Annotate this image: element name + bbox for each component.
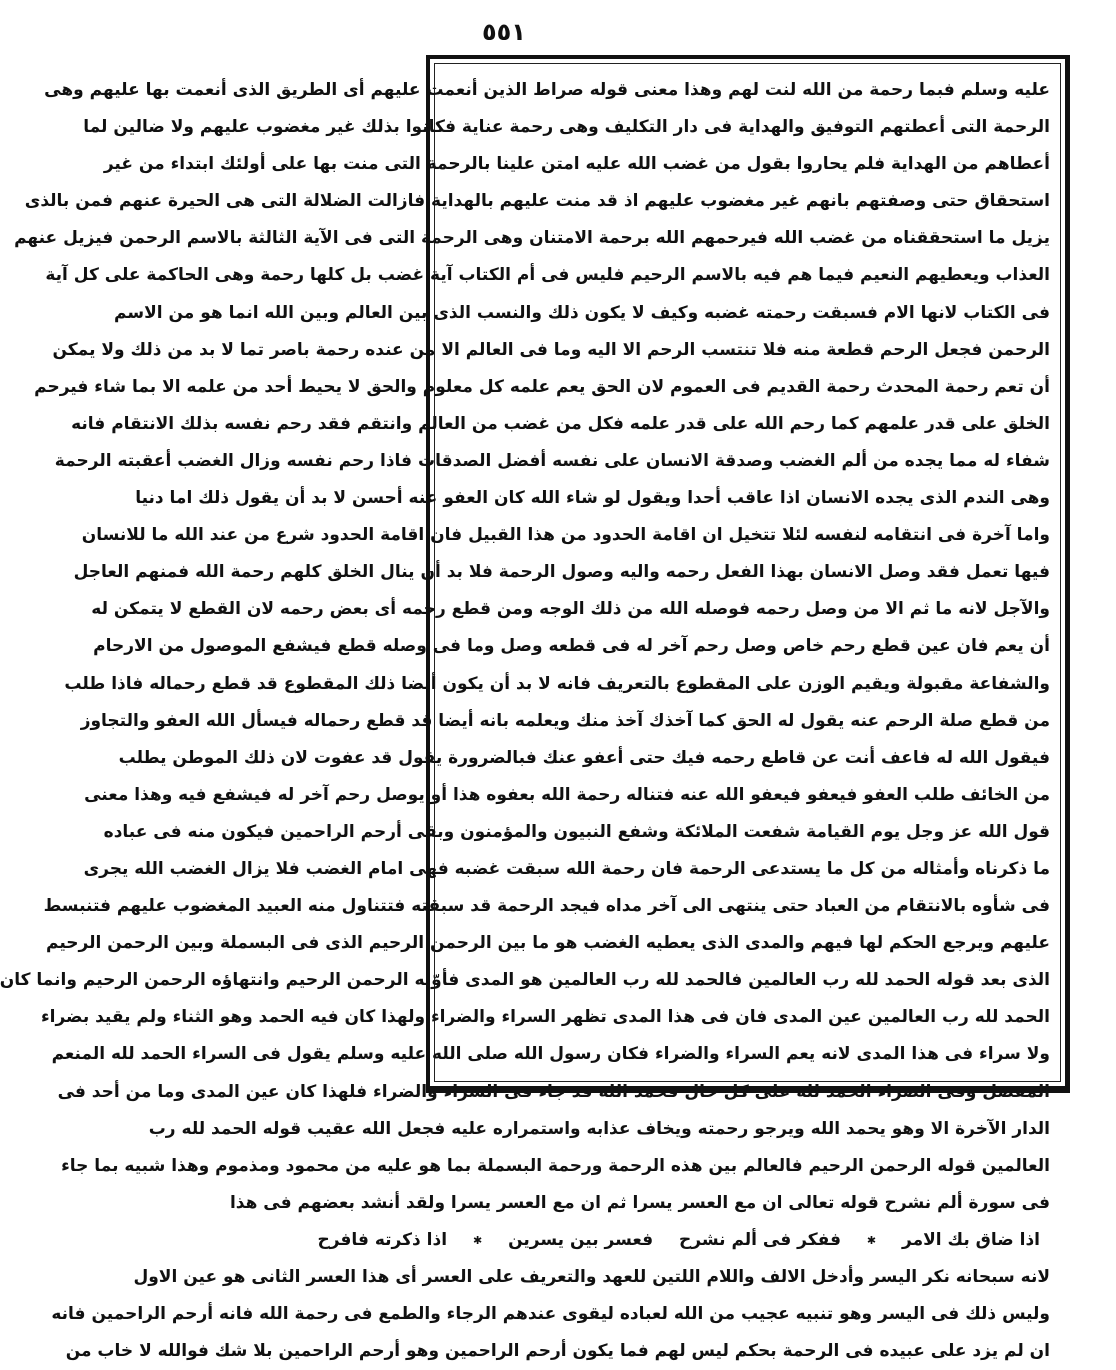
- text-line: أن تعم رحمة المحدث رحمة القديم فى العموم لان الحق يعم علمه كل معلوم والحق لا يحيط أحد من علمه الا بما شاء فيرحم: [34, 376, 1050, 397]
- page-frame: [0, 55, 1070, 1362]
- text-line: من الخائف طلب العفو فيعفو فيعفو الله عنه فتناله رحمة الله بعفوه هذا أو يوصل رحم آخر له فيشفع فيه وهذا معنى: [84, 784, 1050, 805]
- poetry-verse: [317, 1222, 1050, 1259]
- text-line: فى الكتاب لانها الام فسبقت رحمته غضبه وكيف لا يكون ذلك والنسب الذى بين العالم وبين الله انما هو من الاسم: [114, 302, 1050, 323]
- text-line: ما ذكرناه وأمثاله من كل ما يستدعى الرحمة فان رحمة الله سبقت غضبه فهى امام الغضب فلا يزال الغضب الله يجرى: [83, 858, 1050, 879]
- text-line: فى شأوه بالانتقام من العباد حتى ينتهى الى آخر مداه فيجد الرحمة قد سبقته فتتناول منه العبيد المغضوب عليهم فتنبسط: [43, 896, 1050, 917]
- verse-hemistich: فعسر بين يسرين: [508, 1230, 654, 1251]
- text-line: العالمين قوله الرحمن الرحيم فالعالم بين هذه الرحمة ورحمة البسملة بما هو عليه من محمود ومذموم وهذا شبيه بما جاء: [61, 1155, 1050, 1176]
- text-line: المفضل وفى الضراء الحمد لله على كل حال فحمد الله قد جاء فى السراء والضراء فلهذا كان عين المدى وما من أحد فى: [57, 1081, 1050, 1102]
- text-line: وليس ذلك فى اليسر وهو تنبيه عجيب من الله لعباده ليقوى عندهم الرجاء والطمع فى رحمة الله فانه أرحم الراحمين فانه: [51, 1304, 1050, 1325]
- page-number: ٥٥١: [482, 18, 526, 46]
- text-line: شفاء له مما يجده من ألم الغضب وصدقة الانسان على نفسه أفضل الصدقات فاذا رحم نفسه وزال الغضب أعقبته الرحمة: [54, 450, 1050, 471]
- text-line: ولا سراء فى هذا المدى لانه يعم السراء والضراء فكان رسول الله صلى الله عليه وسلم يقول فى السراء الحمد لله المنعم: [51, 1044, 1050, 1065]
- text-line: الذى بعد قوله الحمد لله رب العالمين فالحمد لله رب العالمين هو المدى فأوّله الرحمن الرحيم وانتهاؤه الرحمن الرحيم وانما كان: [0, 970, 1050, 991]
- text-line: يزيل ما استحققناه من غضب الله فيرحمهم الله برحمة الامتنان وهى الرحمة التى فى الآية الثالثة بالاسم الرحمن فيزيل عنهم: [14, 228, 1050, 249]
- text-line: فيها تعمل فقد وصل الانسان بهذا الفعل رحمه واليه وصول الرحمة فلا بد أن ينال الخلق كلهم رحمة الله فمنهم العاجل: [73, 562, 1050, 583]
- text-line: فى سورة ألم نشرح قوله تعالى ان مع العسر يسرا ثم ان مع العسر يسرا ولقد أنشد بعضهم فى هذا: [229, 1192, 1050, 1213]
- text-line: قول الله عز وجل يوم القيامة شفعت الملائكة وشفع النبيون والمؤمنون وبقى أرحم الراحمين فيكون منه فى عباده: [103, 821, 1050, 842]
- verse-separator-icon: ✱: [472, 1233, 483, 1247]
- page-frame-inner-rule: [0, 63, 1061, 1362]
- text-line: العذاب ويعطيهم النعيم فيما هم فيه بالاسم الرحيم فليس فى أم الكتاب آية غضب بل كلها رحمة وهى الحاكمة على كل آية: [45, 265, 1050, 286]
- verse-separator-icon: ✱: [866, 1233, 877, 1247]
- text-line: والآجل لانه ما ثم الا من وصل رحمه فوصله الله من ذلك الوجه ومن قطع رحمه أى بعض رحمه لان القطع لا يتمكن له: [91, 599, 1050, 620]
- text-line: الخلق على قدر علمهم كما رحم الله على قدر علمه فكل من غضب من العالم وانتقم فقد رحم نفسه بذلك الانتقام فانه: [71, 413, 1050, 434]
- text-line: والشفاعة مقبولة ويقيم الوزن على المقطوع بالتعريف فانه لا بد أن يكون أيضا ذلك المقطوع قد قطع رحماله فاذا طلب: [64, 673, 1050, 694]
- text-line: الرحمة التى أعطتهم التوفيق والهداية فى دار التكليف وهى رحمة عناية فكانوا بذلك غير مغضوب عليهم ولا ضالين لما: [83, 117, 1050, 138]
- text-line: فيقول الله له فاعف أنت عن قاطع رحمه فيك حتى أعفو عنك فبالضرورة يقول قد عفوت لان ذلك الموطن يطلب: [118, 747, 1050, 768]
- text-line: وهى الندم الذى يجده الانسان اذا عاقب أحدا ويقول لو شاء الله كان العفو عنه أحسن لا بد أن يقول ذلك اما دنيا: [135, 488, 1050, 509]
- verse-hemistich: اذا ضاق بك الامر: [902, 1230, 1040, 1251]
- verse-hemistich: ففكر فى ألم نشرح: [679, 1230, 841, 1251]
- text-line: عليهم ويرجع الحكم لها فيهم والمدى الذى يعطيه الغضب هو ما بين الرحمن الرحيم الذى فى البسملة وبين الرحمن الرحيم: [46, 933, 1050, 954]
- text-line: استحقاق حتى وصفتهم بانهم غير مغضوب عليهم اذ قد منت عليهم بالهداية فازالت الضلالة التى هى الحيرة عنهم فمن بالذى: [24, 191, 1050, 212]
- body-text: [0, 72, 1050, 1362]
- text-line: الدار الآخرة الا وهو يحمد الله ويرجو رحمته ويخاف عذابه واستمراره عليه فجعل الله عقيب قوله الحمد لله رب: [148, 1118, 1050, 1139]
- text-line: عليه وسلم فبما رحمة من الله لنت لهم وهذا معنى قوله صراط الذين أنعمت عليهم أى الطريق الذى أنعمت بها عليهم وهى: [44, 80, 1050, 100]
- text-line: الحمد لله رب العالمين عين المدى فان فى هذا المدى تظهر السراء والضراء ولهذا كان فيه الحمد وهو الثناء ولم يقيد بضراء: [40, 1007, 1050, 1028]
- text-line: أن يعم فان عين قطع رحم خاص وصل رحم آخر له فى قطعه وصل وما فى وصله قطع فيشفع الموصول من الارحام: [93, 636, 1050, 657]
- text-line: ان لم يزد على عبيده فى الرحمة بحكم ليس لهم فما يكون أرحم الراحمين وهو أرحم الراحمين بلا شك فوالله لا خاب من: [65, 1341, 1050, 1362]
- text-line: لانه سبحانه نكر اليسر وأدخل الالف واللام اللتين للعهد والتعريف على العسر أى هذا العسر الثانى هو عين الاول: [133, 1267, 1050, 1287]
- text-line: من قطع صلة الرحم عنه يقول له الحق كما آخذك آخذ منك ويعلمه بانه أيضا قد قطع رحماله فيسأل الله العفو والتجاوز: [80, 710, 1050, 731]
- text-line: واما آخرة فى انتقامه لنفسه لئلا تتخيل ان اقامة الحدود من هذا القبيل فان اقامة الحدود شرع من عند الله ما للانسان: [81, 525, 1050, 546]
- verse-hemistich: اذا ذكرته فافرح: [317, 1230, 448, 1251]
- text-line: أعطاهم من الهداية فلم يحاروا بقول من غضب الله عليه امتن علينا بالرحمة التى منت بها على أولئك ابتداء من غير: [103, 154, 1050, 175]
- text-line: الرحمن فجعل الرحم قطعة منه فلا تنتسب الرحم الا اليه وما فى العالم الا من عنده رحمة باصر تما لا بد من ذلك ولا يمكن: [52, 339, 1050, 360]
